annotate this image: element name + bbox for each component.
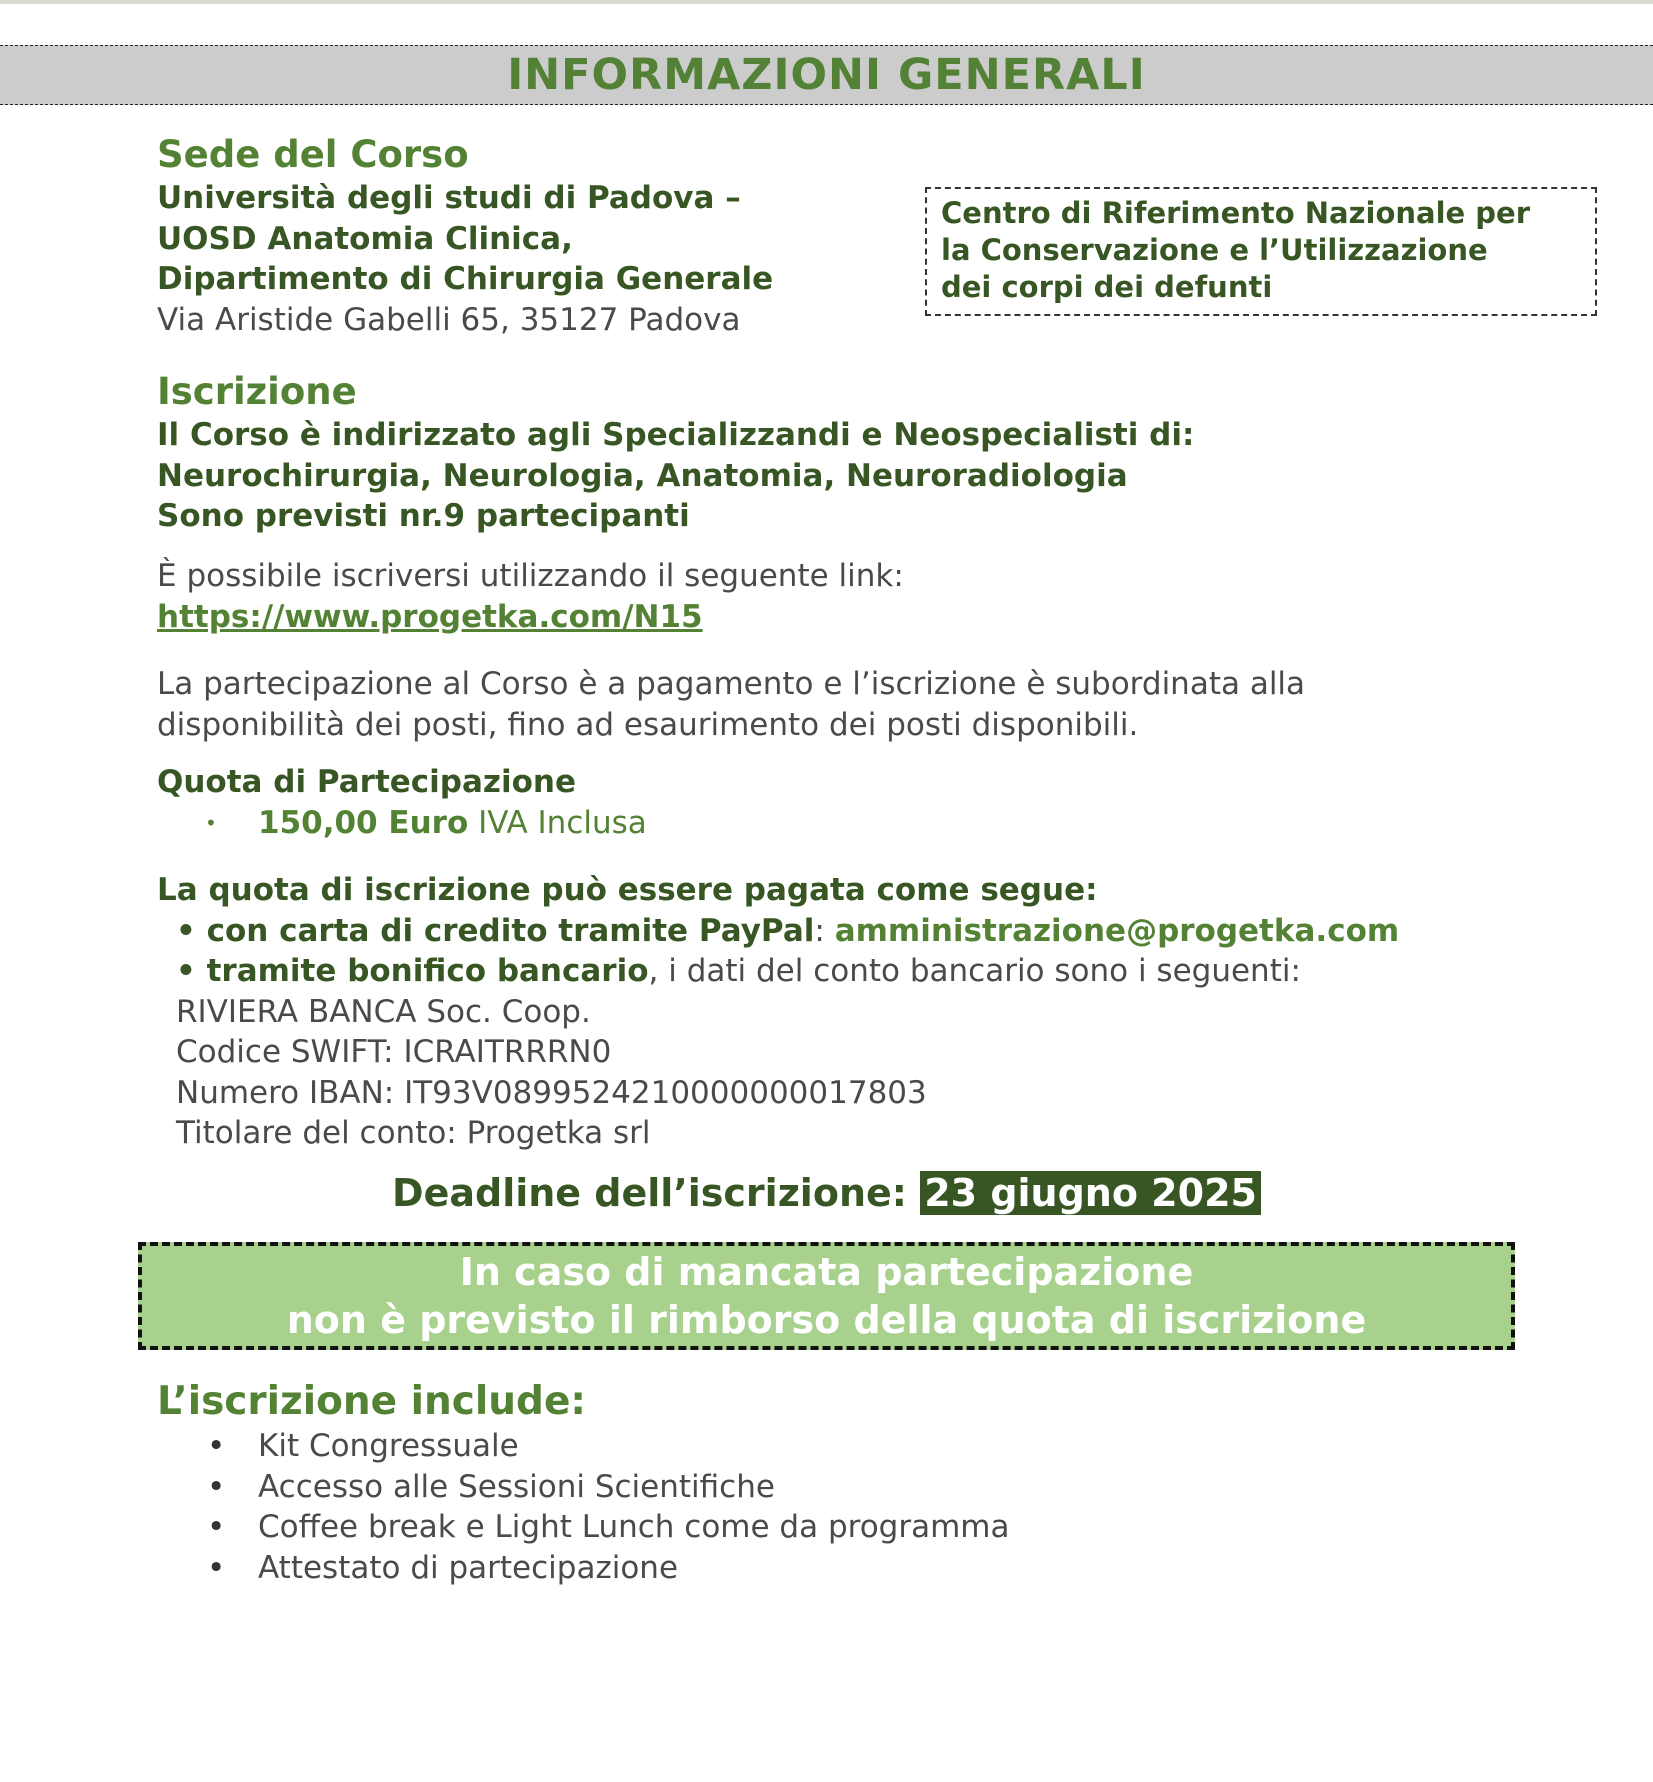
link-intro: È possibile iscriversi utilizzando il seguente link: — [157, 558, 904, 594]
deadline-label: Deadline dell’iscrizione: — [392, 1171, 921, 1215]
sede-line-1: Università degli studi di Padova – — [157, 180, 741, 216]
iscrizione-title: Iscrizione — [157, 370, 357, 413]
paypal-label: • con carta di credito tramite PayPal — [176, 912, 815, 949]
iscrizione-line-2: Neurochirurgia, Neurologia, Anatomia, Neuroradiologia — [157, 457, 1128, 494]
venue-box-line-3: dei corpi dei defunti — [941, 270, 1273, 304]
sede-section — [157, 132, 773, 340]
pagamento-details — [157, 911, 1607, 1154]
sede-line-3: Dipartimento di Chirurgia Generale — [157, 261, 774, 297]
header-band — [0, 45, 1653, 105]
venue-box — [925, 187, 1597, 316]
quota-amount-note: IVA Inclusa — [478, 804, 647, 841]
refund-notice-line-1: In caso di mancata partecipazione — [459, 1250, 1194, 1294]
bullet-icon: • — [205, 810, 217, 835]
venue-box-line-2: la Conservazione e l’Utilizzazione — [941, 233, 1488, 267]
bullet-icon: • — [207, 1549, 226, 1586]
iscrizione-line-1: Il Corso è indirizzato agli Specializzandi e Neospecialisti di: — [157, 417, 1195, 453]
account-holder: Titolare del conto: Progetka srl — [176, 1115, 651, 1151]
iban-number: Numero IBAN: IT93V0899524210000000017803 — [176, 1074, 927, 1111]
note-section — [157, 664, 1305, 745]
include-item-label: Accesso alle Sessioni Scientifiche — [258, 1468, 775, 1505]
quota-amount: 150,00 Euro — [258, 804, 469, 841]
paypal-sep: : — [814, 912, 825, 949]
quota-item — [157, 803, 1557, 844]
paypal-row — [176, 911, 1607, 952]
sede-title: Sede del Corso — [157, 133, 469, 176]
include-item — [157, 1426, 1557, 1467]
swift-code: Codice SWIFT: ICRAITRRRN0 — [176, 1034, 612, 1070]
sede-address: Via Aristide Gabelli 65, 35127 Padova — [157, 301, 741, 338]
include-title: L’iscrizione include: — [157, 1379, 586, 1424]
include-item — [157, 1507, 1557, 1548]
include-item-label: Coffee break e Light Lunch come da programma — [258, 1509, 1010, 1545]
include-item-label: Kit Congressuale — [258, 1428, 519, 1464]
page-title: INFORMAZIONI GENERALI — [507, 50, 1146, 100]
quota-section — [157, 762, 1557, 843]
pagamento-title: La quota di iscrizione può essere pagata come segue: — [157, 872, 1098, 908]
include-section — [157, 1378, 1557, 1588]
deadline-date: 23 giugno 2025 — [920, 1171, 1261, 1215]
top-rule — [0, 0, 1653, 4]
bullet-icon: • — [207, 1509, 226, 1545]
refund-notice-line-2: non è previsto il rimborso della quota di iscrizione — [286, 1298, 1367, 1342]
include-item — [157, 1548, 1557, 1589]
venue-box-line-1: Centro di Riferimento Nazionale per — [941, 196, 1531, 230]
pagamento-section — [157, 870, 1607, 1154]
quota-title: Quota di Partecipazione — [157, 764, 576, 800]
bonifico-label: • tramite bonifico bancario — [176, 953, 649, 989]
bullet-icon: • — [207, 1468, 226, 1505]
sede-line-2: UOSD Anatomia Clinica, — [157, 220, 573, 257]
registration-link[interactable]: https://www.progetka.com/N15 — [157, 598, 703, 635]
refund-notice — [138, 1242, 1515, 1350]
bullet-icon: • — [207, 1428, 226, 1464]
paypal-email[interactable]: amministrazione@progetka.com — [834, 912, 1400, 949]
bonifico-rest: , i dati del conto bancario sono i seguenti: — [648, 953, 1301, 989]
iscrizione-line-3: Sono previsti nr.9 partecipanti — [157, 498, 690, 534]
include-item — [157, 1467, 1557, 1508]
note-line-2: disponibilità dei posti, fino ad esaurimento dei posti disponibili. — [157, 706, 1139, 743]
note-line-1: La partecipazione al Corso è a pagamento e l’iscrizione è subordinata alla — [157, 666, 1306, 702]
bonifico-row — [176, 951, 1607, 992]
bank-name: RIVIERA BANCA Soc. Coop. — [176, 993, 591, 1030]
include-item-label: Attestato di partecipazione — [258, 1549, 679, 1586]
link-section — [157, 556, 904, 637]
iscrizione-section — [157, 369, 1194, 537]
deadline — [0, 1168, 1653, 1218]
